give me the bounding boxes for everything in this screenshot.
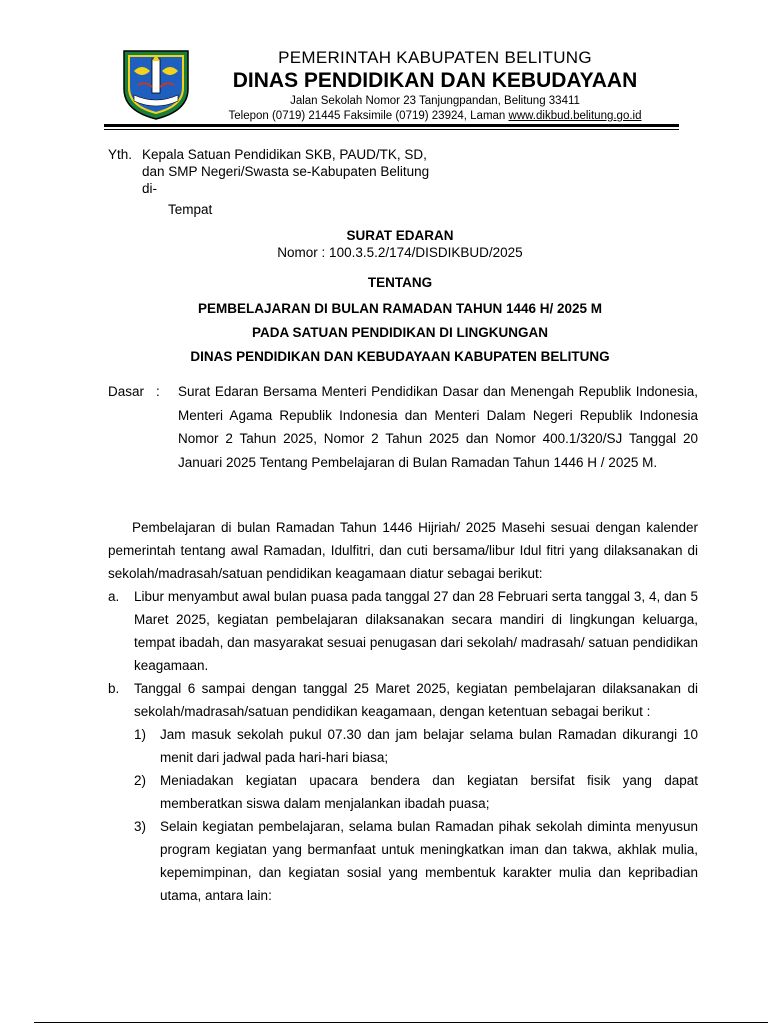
contact-text: Telepon (0719) 21445 Faksimile (0719) 23924, Laman — [228, 110, 509, 122]
sub-item-text: Jam masuk sekolah pukul 07.30 dan jam belajar selama bulan Ramadan dikurangi 10 menit dari jadwal pada hari-hari biasa; — [160, 727, 698, 765]
office-contact — [200, 109, 670, 124]
title-block — [100, 227, 700, 369]
addressee-salutation: Yth. — [108, 147, 133, 162]
list-item-b — [108, 677, 698, 723]
about-heading: TENTANG — [367, 275, 433, 290]
sub-item-1 — [134, 723, 698, 769]
sub-item-3 — [134, 815, 698, 907]
addressee-line-2: dan SMP Negeri/Swasta se-Kabupaten Belitung — [142, 164, 430, 179]
letter-body — [108, 516, 698, 907]
list-item-text: Libur menyambut awal bulan puasa pada tanggal 27 dan 28 Februari serta tanggal 3, 4, dan 5 Maret 2025, kegiatan pembelajaran dilaksanakan secara mandiri di lingkungan keluarga, tempat ibadah, dan masyarakat sesuai penugasan dari sekolah/ madrasah/ satuan pendidikan keagamaan. — [134, 589, 698, 673]
addressee-line-3: di- — [142, 181, 158, 196]
belitung-coat-of-arms-icon — [120, 45, 192, 121]
letterhead-rule-thick — [104, 124, 679, 127]
document-number: Nomor : 100.3.5.2/174/DISDIKBUD/2025 — [277, 245, 523, 260]
legal-basis-label: Dasar — [108, 384, 145, 399]
sub-marker: 2) — [134, 773, 147, 788]
letterhead-rule-thin — [104, 129, 679, 130]
subject-line-2: PADA SATUAN PENDIDIKAN DI LINGKUNGAN — [252, 325, 548, 340]
subject-line-1: PEMBELAJARAN DI BULAN RAMADAN TAHUN 1446 H/ 2025 M — [197, 301, 603, 316]
subject-line-3: DINAS PENDIDIKAN DAN KEBUDAYAAN KABUPATEN BELITUNG — [190, 349, 610, 364]
office-address: Jalan Sekolah Nomor 23 Tanjungpandan, Belitung 33411 — [290, 95, 580, 107]
legal-basis — [108, 380, 698, 474]
website-link[interactable]: www.dikbud.belitung.go.id — [508, 110, 642, 122]
addressee-line-1: Kepala Satuan Pendidikan SKB, PAUD/TK, SD, — [142, 147, 427, 162]
addressee-block — [108, 146, 429, 218]
page-bottom-rule — [34, 1022, 768, 1023]
legal-basis-colon: : — [156, 384, 160, 399]
sub-marker: 3) — [134, 819, 147, 834]
government-name: PEMERINTAH KABUPATEN BELITUNG — [278, 48, 592, 67]
sub-item-text: Selain kegiatan pembelajaran, selama bulan Ramadan pihak sekolah diminta menyusun program kegiatan yang bermanfaat untuk meningkatkan iman dan takwa, akhlak mulia, kepemimpinan, dan kegiatan sosial yang membentuk karakter mulia dan kepribadian utama, antara lain: — [160, 819, 698, 903]
addressee-place: Tempat — [168, 202, 213, 217]
sub-item-2 — [134, 769, 698, 815]
list-marker: a. — [108, 589, 120, 604]
intro-paragraph: Pembelajaran di bulan Ramadan Tahun 1446 Hijriah/ 2025 Masehi sesuai dengan kalender pemerintah tentang awal Ramadan, Idulfitri, dan cuti bersama/libur Idul fitri yang dilaksanakan di sekolah/madrasah/satuan pendidikan keagamaan diatur sebagai berikut: — [108, 520, 698, 581]
sub-item-text: Meniadakan kegiatan upacara bendera dan kegiatan bersifat fisik yang dapat memberatkan siswa dalam menjalankan ibadah puasa; — [160, 773, 698, 811]
list-item-text: Tanggal 6 sampai dengan tanggal 25 Maret 2025, kegiatan pembelajaran dilaksanakan di sekolah/madrasah/satuan pendidikan keagamaan, dengan ketentuan sebagai berikut : — [134, 681, 698, 719]
list-item-a — [108, 585, 698, 677]
list-marker: b. — [108, 681, 120, 696]
document-heading: SURAT EDARAN — [346, 228, 454, 243]
office-name: DINAS PENDIDIKAN DAN KEBUDAYAAN — [232, 69, 638, 92]
sub-marker: 1) — [134, 727, 147, 742]
legal-basis-text: Surat Edaran Bersama Menteri Pendidikan Dasar dan Menengah Republik Indonesia, Menteri Agama Republik Indonesia dan Menteri Dalam Negeri Republik Indonesia Nomor 2 Tahun 2025, Nomor 2 Tahun 2025 dan Nomor 400.1/320/SJ Tanggal 20 Januari 2025 Tentang Pembelajaran di Bulan Ramadan Tahun 1446 H / 2025 M. — [178, 384, 698, 470]
letterhead — [200, 48, 670, 124]
